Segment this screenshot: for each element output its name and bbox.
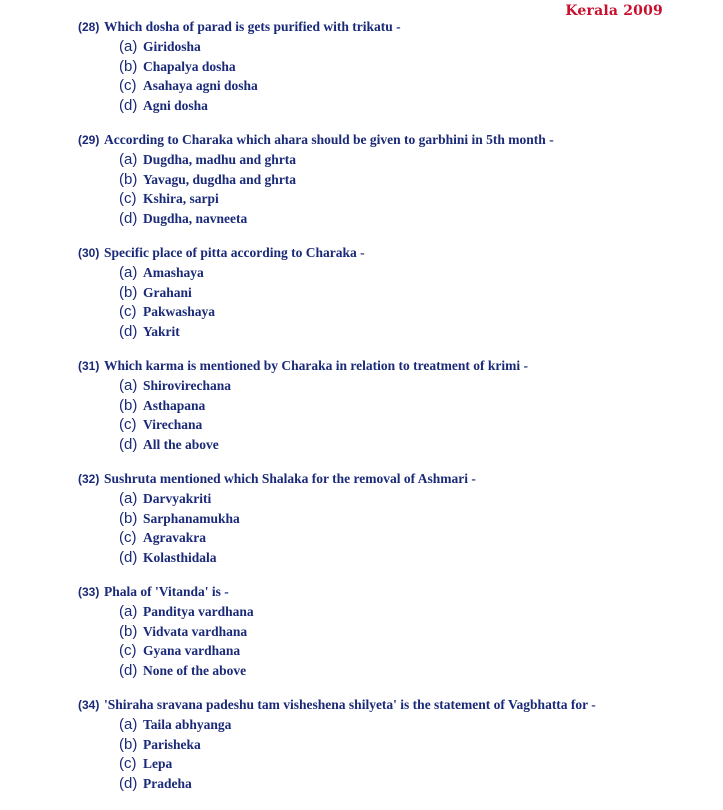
option-letter: (a) — [119, 490, 138, 507]
option-c — [119, 189, 698, 209]
option-text: Agravakra — [143, 530, 206, 546]
question-32 — [78, 469, 698, 582]
option-letter: (b) — [119, 283, 138, 301]
option-list — [78, 489, 698, 567]
option-b — [119, 170, 698, 190]
option-letter: (b) — [119, 57, 138, 75]
option-letter: (d) — [119, 209, 138, 227]
option-list — [78, 263, 698, 341]
option-list — [78, 715, 698, 793]
option-text: Shirovirechana — [143, 378, 232, 393]
source-header: Kerala 2009 — [565, 3, 663, 19]
option-a — [119, 489, 698, 509]
question-text: According to Charaka which ahara should be given to garbhini in 5th month - — [104, 132, 554, 147]
question-stem — [78, 130, 698, 150]
option-d — [119, 661, 698, 681]
option-text: Dugdha, madhu and ghrta — [143, 152, 297, 167]
option-text: Grahani — [143, 284, 192, 300]
question-list — [78, 17, 698, 808]
option-letter: (a) — [119, 38, 138, 55]
option-text: Gyana vardhana — [143, 643, 241, 659]
question-text: Specific place of pitta according to Charaka - — [104, 245, 365, 260]
option-text: Kolasthidala — [143, 549, 217, 565]
option-text: Asahaya agni dosha — [143, 78, 258, 94]
option-d — [119, 435, 698, 455]
question-number: (34) — [78, 698, 100, 712]
option-text: Pradeha — [143, 775, 192, 791]
option-text: Taila abhyanga — [143, 717, 232, 732]
option-b — [119, 396, 698, 416]
option-letter: (b) — [119, 170, 138, 188]
question-31 — [78, 356, 698, 469]
question-stem — [78, 582, 698, 602]
question-text: Sushruta mentioned which Shalaka for the removal of Ashmari - — [104, 471, 476, 486]
option-b — [119, 622, 698, 642]
option-text: Kshira, sarpi — [143, 191, 219, 207]
option-letter: (d) — [119, 774, 138, 792]
option-a — [119, 37, 698, 57]
option-letter: (c) — [119, 77, 137, 95]
option-b — [119, 57, 698, 77]
option-text: Sarphanamukha — [143, 510, 240, 526]
option-letter: (b) — [119, 396, 138, 414]
option-text: Chapalya dosha — [143, 58, 236, 74]
option-list — [78, 37, 698, 115]
option-c — [119, 641, 698, 661]
option-letter: (b) — [119, 509, 138, 527]
option-a — [119, 263, 698, 283]
option-letter: (d) — [119, 322, 138, 340]
option-text: Asthapana — [143, 397, 206, 413]
question-text: Phala of 'Vitanda' is - — [104, 584, 229, 599]
option-c — [119, 754, 698, 774]
option-text: Lepa — [143, 756, 173, 772]
question-29 — [78, 130, 698, 243]
option-b — [119, 509, 698, 529]
question-number: (29) — [78, 133, 100, 147]
option-letter: (a) — [119, 151, 138, 168]
option-c — [119, 528, 698, 548]
question-33 — [78, 582, 698, 695]
option-a — [119, 602, 698, 622]
question-stem — [78, 695, 698, 715]
option-d — [119, 96, 698, 116]
option-letter: (a) — [119, 377, 138, 394]
option-text: Yakrit — [143, 323, 180, 339]
question-number: (31) — [78, 359, 100, 373]
option-d — [119, 322, 698, 342]
option-a — [119, 150, 698, 170]
option-a — [119, 376, 698, 396]
question-30 — [78, 243, 698, 356]
option-list — [78, 150, 698, 228]
option-letter: (d) — [119, 661, 138, 679]
option-text: Panditya vardhana — [143, 604, 254, 619]
question-stem — [78, 356, 698, 376]
option-text: Dugdha, navneeta — [143, 210, 248, 226]
option-letter: (d) — [119, 548, 138, 566]
option-d — [119, 774, 698, 794]
option-letter: (c) — [119, 190, 137, 208]
question-stem — [78, 17, 698, 37]
option-letter: (b) — [119, 735, 138, 753]
question-number: (33) — [78, 585, 100, 599]
option-list — [78, 376, 698, 454]
option-c — [119, 415, 698, 435]
option-letter: (c) — [119, 416, 137, 434]
option-text: Parisheka — [143, 736, 201, 752]
option-letter: (d) — [119, 435, 138, 453]
question-34 — [78, 695, 698, 808]
option-text: Vidvata vardhana — [143, 623, 248, 639]
option-letter: (b) — [119, 622, 138, 640]
option-letter: (a) — [119, 264, 138, 281]
option-a — [119, 715, 698, 735]
option-text: All the above — [143, 436, 219, 452]
option-letter: (a) — [119, 603, 138, 620]
option-b — [119, 283, 698, 303]
option-c — [119, 76, 698, 96]
question-text: Which karma is mentioned by Charaka in relation to treatment of krimi - — [104, 358, 528, 373]
option-text: Amashaya — [143, 265, 204, 280]
option-text: Yavagu, dugdha and ghrta — [143, 171, 297, 187]
option-text: Giridosha — [143, 39, 201, 54]
option-text: Darvyakriti — [143, 491, 212, 506]
option-c — [119, 302, 698, 322]
question-number: (28) — [78, 20, 100, 34]
question-stem — [78, 469, 698, 489]
option-letter: (d) — [119, 96, 138, 114]
option-d — [119, 548, 698, 568]
question-28 — [78, 17, 698, 130]
option-b — [119, 735, 698, 755]
option-text: Virechana — [143, 417, 203, 433]
option-d — [119, 209, 698, 229]
option-letter: (c) — [119, 529, 137, 547]
option-letter: (c) — [119, 755, 137, 773]
option-letter: (c) — [119, 642, 137, 660]
option-text: None of the above — [143, 662, 247, 678]
option-letter: (c) — [119, 303, 137, 321]
option-text: Pakwashaya — [143, 304, 216, 320]
option-list — [78, 602, 698, 680]
option-letter: (a) — [119, 716, 138, 733]
question-text: Which dosha of parad is gets purified with trikatu - — [104, 19, 401, 34]
question-number: (30) — [78, 246, 100, 260]
question-text: 'Shiraha sravana padeshu tam visheshena shilyeta' is the statement of Vagbhatta for - — [104, 697, 596, 712]
question-stem — [78, 243, 698, 263]
option-text: Agni dosha — [143, 97, 208, 113]
question-number: (32) — [78, 472, 100, 486]
